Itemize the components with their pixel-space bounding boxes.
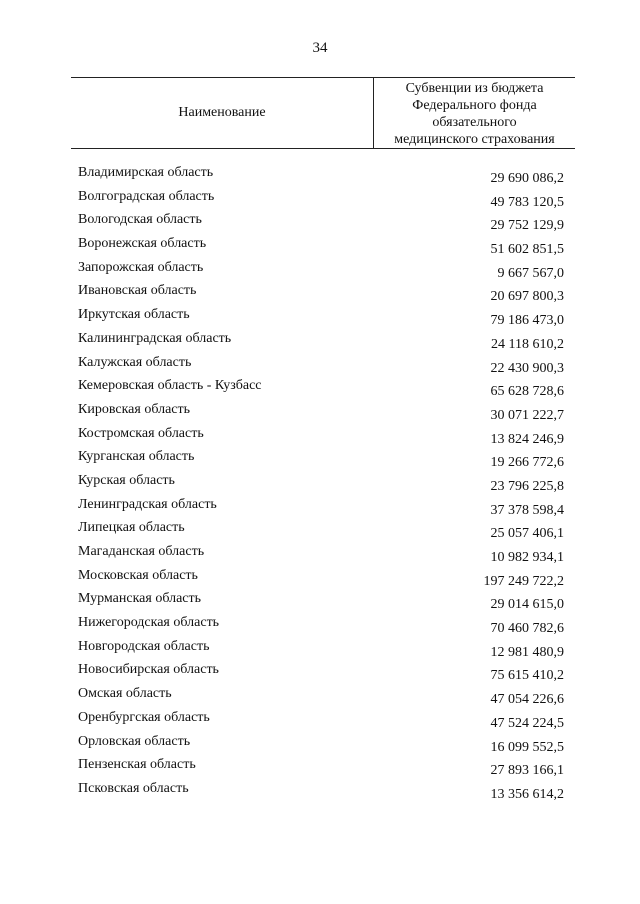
region-name: Московская область (78, 567, 198, 583)
subvention-value: 9 667 567,0 (497, 265, 564, 281)
region-name: Новгородская область (78, 638, 210, 654)
region-name: Владимирская область (78, 165, 214, 180)
subvention-value: 22 430 900,3 (490, 360, 564, 376)
region-name: Запорожская область (78, 259, 204, 275)
region-name: Оренбургская область (78, 709, 210, 725)
table-row (78, 260, 564, 284)
subvention-value: 197 249 722,2 (483, 573, 564, 589)
region-name: Волгоградская область (78, 188, 215, 204)
value-column-header-line: медицинского страхования (394, 132, 555, 147)
table-row (78, 568, 564, 592)
region-name: Вологодская область (78, 212, 202, 228)
table-row (78, 189, 564, 213)
table-row (78, 402, 564, 426)
region-name: Псковская область (78, 780, 189, 796)
table-row (78, 307, 564, 331)
table-row (78, 591, 564, 615)
region-name: Нижегородская область (78, 615, 220, 631)
value-column-header (374, 80, 575, 148)
table-row (78, 449, 564, 473)
table-row (78, 283, 564, 307)
region-name: Ивановская область (78, 283, 197, 299)
subvention-value: 29 014 615,0 (490, 597, 564, 613)
region-name: Иркутская область (78, 307, 190, 323)
subvention-value: 29 690 086,2 (490, 171, 564, 186)
region-name: Омская область (78, 686, 172, 702)
region-name: Ленинградская область (78, 496, 217, 512)
subvention-value: 24 118 610,2 (491, 336, 564, 352)
subvention-value: 13 356 614,2 (490, 786, 564, 802)
region-name: Орловская область (78, 733, 191, 749)
table-row (78, 497, 564, 521)
region-name: Кемеровская область - Кузбасс (78, 378, 262, 394)
subvention-value: 47 054 226,6 (490, 692, 564, 708)
subvention-value: 27 893 166,1 (490, 763, 564, 779)
table-row (78, 662, 564, 686)
subvention-value: 49 783 120,5 (490, 194, 564, 210)
table-row (78, 734, 564, 758)
subvention-value: 37 378 598,4 (490, 502, 564, 518)
table-row (78, 236, 564, 260)
table-row (78, 355, 564, 379)
subvention-value: 25 057 406,1 (490, 526, 564, 542)
region-name: Липецкая область (78, 520, 185, 536)
table-row (78, 165, 564, 189)
table-row (78, 520, 564, 544)
region-name: Новосибирская область (78, 662, 219, 678)
subvention-value: 65 628 728,6 (490, 384, 564, 400)
table-row (78, 686, 564, 710)
subvention-value: 79 186 473,0 (490, 313, 564, 329)
value-column-header-line: Федерального фонда (412, 98, 537, 113)
subvention-value: 47 524 224,5 (490, 715, 564, 731)
region-name: Калининградская область (78, 330, 232, 346)
table-row (78, 473, 564, 497)
region-name: Кировская область (78, 401, 191, 417)
table-row (78, 757, 564, 781)
region-name: Костромская область (78, 425, 204, 441)
region-name: Калужская область (78, 354, 192, 370)
value-column-header-line: обязательного (432, 115, 517, 130)
name-column-header: Наименование (178, 105, 266, 120)
subvention-value: 29 752 129,9 (490, 218, 564, 234)
table-row (78, 426, 564, 450)
table-row (78, 639, 564, 663)
subvention-value: 75 615 410,2 (490, 668, 564, 684)
table-row (78, 544, 564, 568)
subvention-value: 10 982 934,1 (490, 550, 564, 565)
table-row (78, 331, 564, 355)
page-number: 34 (312, 40, 328, 56)
subvention-value: 16 099 552,5 (490, 739, 564, 755)
region-name: Мурманская область (78, 591, 202, 607)
subvention-value: 13 824 246,9 (490, 431, 564, 447)
table-row (78, 212, 564, 236)
region-name: Магаданская область (78, 544, 205, 559)
table-header (71, 77, 575, 149)
table-row (78, 615, 564, 639)
subvention-value: 51 602 851,5 (490, 242, 564, 258)
table-row (78, 781, 564, 805)
subvention-value: 12 981 480,9 (490, 644, 564, 660)
subvention-value: 70 460 782,6 (490, 621, 564, 637)
region-name: Пензенская область (78, 757, 196, 773)
value-column-header-line: Субвенции из бюджета (405, 81, 544, 96)
table-row (78, 378, 564, 402)
subvention-value: 20 697 800,3 (490, 289, 564, 305)
table-row (78, 710, 564, 734)
table-body (78, 165, 564, 805)
region-name: Курская область (78, 472, 175, 488)
region-name: Курганская область (78, 449, 195, 465)
region-name: Воронежская область (78, 236, 207, 252)
subvention-value: 30 071 222,7 (490, 407, 564, 423)
subvention-value: 19 266 772,6 (490, 455, 564, 471)
subvention-value: 23 796 225,8 (490, 478, 564, 494)
